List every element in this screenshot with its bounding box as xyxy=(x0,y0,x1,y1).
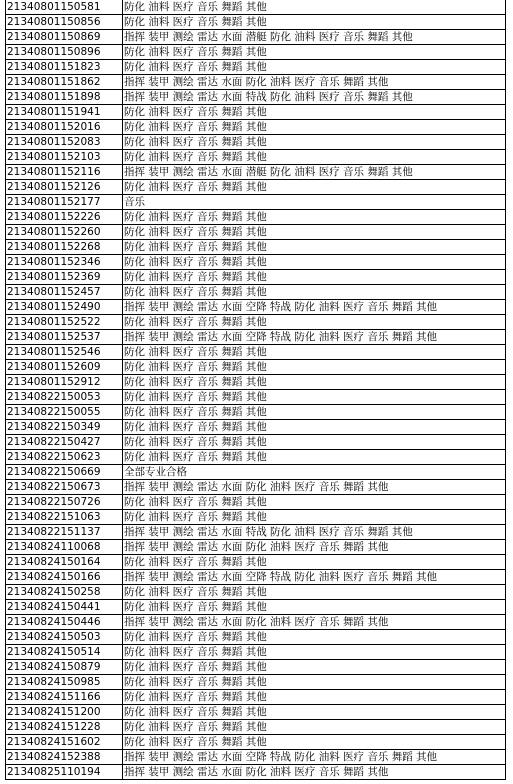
table-row xyxy=(6,225,506,240)
qualified-majors-cell: 防化 油料 医疗 音乐 舞蹈 其他 xyxy=(123,630,506,645)
table-row xyxy=(6,495,506,510)
table-row xyxy=(6,165,506,180)
table-row xyxy=(6,240,506,255)
table-row xyxy=(6,255,506,270)
qualified-majors-cell: 防化 油料 医疗 音乐 舞蹈 其他 xyxy=(123,225,506,240)
candidate-id-cell: 21340822151063 xyxy=(6,510,123,525)
qualified-majors-cell: 防化 油料 医疗 音乐 舞蹈 其他 xyxy=(123,210,506,225)
table-row xyxy=(6,390,506,405)
candidate-id-cell: 21340801150869 xyxy=(6,30,123,45)
table-row xyxy=(6,330,506,345)
candidate-id-cell: 21340801152546 xyxy=(6,345,123,360)
qualified-majors-cell: 防化 油料 医疗 音乐 舞蹈 其他 xyxy=(123,60,506,75)
table-row xyxy=(6,210,506,225)
candidate-id-cell: 21340824151200 xyxy=(6,705,123,720)
table-row xyxy=(6,360,506,375)
candidate-id-cell: 21340824150441 xyxy=(6,600,123,615)
candidate-id-cell: 21340801152537 xyxy=(6,330,123,345)
candidate-id-cell: 21340801151823 xyxy=(6,60,123,75)
candidate-id-cell: 21340822151137 xyxy=(6,525,123,540)
qualified-majors-cell: 防化 油料 医疗 音乐 舞蹈 其他 xyxy=(123,435,506,450)
qualified-majors-cell: 指挥 装甲 测绘 雷达 水面 空降 特战 防化 油料 医疗 音乐 舞蹈 其他 xyxy=(123,750,506,765)
qualified-majors-cell: 防化 油料 医疗 音乐 舞蹈 其他 xyxy=(123,150,506,165)
table-row xyxy=(6,690,506,705)
candidate-id-cell: 21340801152083 xyxy=(6,135,123,150)
table-row xyxy=(6,630,506,645)
qualified-majors-cell: 防化 油料 医疗 音乐 舞蹈 其他 xyxy=(123,390,506,405)
candidate-id-cell: 21340824152388 xyxy=(6,750,123,765)
qualified-majors-cell: 指挥 装甲 测绘 雷达 水面 防化 油料 医疗 音乐 舞蹈 其他 xyxy=(123,540,506,555)
table-row xyxy=(6,15,506,30)
candidate-id-cell: 21340801152457 xyxy=(6,285,123,300)
table-row xyxy=(6,540,506,555)
table-row xyxy=(6,525,506,540)
qualified-majors-cell: 指挥 装甲 测绘 雷达 水面 防化 油料 医疗 音乐 舞蹈 其他 xyxy=(123,75,506,90)
qualified-majors-cell: 防化 油料 医疗 音乐 舞蹈 其他 xyxy=(123,270,506,285)
table-row xyxy=(6,0,506,15)
candidate-id-cell: 21340822150726 xyxy=(6,495,123,510)
qualified-majors-cell: 指挥 装甲 测绘 雷达 水面 防化 油料 医疗 音乐 舞蹈 其他 xyxy=(123,480,506,495)
candidate-id-cell: 21340824150258 xyxy=(6,585,123,600)
qualified-majors-cell: 指挥 装甲 测绘 雷达 水面 空降 特战 防化 油料 医疗 音乐 舞蹈 其他 xyxy=(123,300,506,315)
table-row xyxy=(6,135,506,150)
table-row xyxy=(6,120,506,135)
candidate-id-cell: 21340822150349 xyxy=(6,420,123,435)
candidate-id-cell: 21340801152177 xyxy=(6,195,123,210)
qualified-majors-cell: 防化 油料 医疗 音乐 舞蹈 其他 xyxy=(123,510,506,525)
qualified-majors-cell: 指挥 装甲 测绘 雷达 水面 潜艇 防化 油料 医疗 音乐 舞蹈 其他 xyxy=(123,30,506,45)
qualified-majors-cell: 防化 油料 医疗 音乐 舞蹈 其他 xyxy=(123,705,506,720)
qualified-majors-cell: 防化 油料 医疗 音乐 舞蹈 其他 xyxy=(123,450,506,465)
table-row xyxy=(6,300,506,315)
candidate-id-cell: 21340801152116 xyxy=(6,165,123,180)
table-row xyxy=(6,45,506,60)
table-row xyxy=(6,435,506,450)
candidate-id-cell: 21340801152522 xyxy=(6,315,123,330)
candidate-id-cell: 21340824151228 xyxy=(6,720,123,735)
table-row xyxy=(6,90,506,105)
qualified-majors-cell: 防化 油料 医疗 音乐 舞蹈 其他 xyxy=(123,735,506,750)
table-row xyxy=(6,750,506,765)
qualified-majors-cell: 防化 油料 医疗 音乐 舞蹈 其他 xyxy=(123,720,506,735)
qualified-majors-cell: 防化 油料 医疗 音乐 舞蹈 其他 xyxy=(123,0,506,15)
candidate-id-cell: 21340824150446 xyxy=(6,615,123,630)
candidate-id-cell: 21340801152226 xyxy=(6,210,123,225)
candidate-id-cell: 21340822150669 xyxy=(6,465,123,480)
qualified-majors-cell: 指挥 装甲 测绘 雷达 水面 防化 油料 医疗 音乐 舞蹈 其他 xyxy=(123,765,506,780)
qualified-majors-cell: 防化 油料 医疗 音乐 舞蹈 其他 xyxy=(123,690,506,705)
qualified-majors-cell: 防化 油料 医疗 音乐 舞蹈 其他 xyxy=(123,45,506,60)
qualified-majors-cell: 防化 油料 医疗 音乐 舞蹈 其他 xyxy=(123,495,506,510)
candidate-id-cell: 21340801152016 xyxy=(6,120,123,135)
qualified-majors-cell: 全部专业合格 xyxy=(123,465,506,480)
qualified-majors-cell: 防化 油料 医疗 音乐 舞蹈 其他 xyxy=(123,420,506,435)
candidate-id-cell: 21340801152369 xyxy=(6,270,123,285)
candidate-id-cell: 21340801152126 xyxy=(6,180,123,195)
table-row xyxy=(6,405,506,420)
qualified-majors-cell: 防化 油料 医疗 音乐 舞蹈 其他 xyxy=(123,345,506,360)
table-row xyxy=(6,645,506,660)
candidate-id-cell: 21340801151898 xyxy=(6,90,123,105)
table-row xyxy=(6,510,506,525)
table-row xyxy=(6,705,506,720)
candidate-id-cell: 21340822150623 xyxy=(6,450,123,465)
qualified-majors-cell: 防化 油料 医疗 音乐 舞蹈 其他 xyxy=(123,660,506,675)
qualified-majors-cell: 防化 油料 医疗 音乐 舞蹈 其他 xyxy=(123,180,506,195)
qualified-majors-cell: 防化 油料 医疗 音乐 舞蹈 其他 xyxy=(123,645,506,660)
candidate-id-cell: 21340801152260 xyxy=(6,225,123,240)
table-row xyxy=(6,315,506,330)
qualified-majors-cell: 防化 油料 医疗 音乐 舞蹈 其他 xyxy=(123,255,506,270)
table-row xyxy=(6,480,506,495)
table-row xyxy=(6,180,506,195)
qualified-majors-cell: 防化 油料 医疗 音乐 舞蹈 其他 xyxy=(123,555,506,570)
table-row xyxy=(6,570,506,585)
table-row xyxy=(6,765,506,780)
qualified-majors-cell: 指挥 装甲 测绘 雷达 水面 空降 特战 防化 油料 医疗 音乐 舞蹈 其他 xyxy=(123,570,506,585)
table-row xyxy=(6,375,506,390)
table-row xyxy=(6,675,506,690)
table-row xyxy=(6,585,506,600)
table-row xyxy=(6,720,506,735)
table-row xyxy=(6,195,506,210)
qualified-majors-cell: 防化 油料 医疗 音乐 舞蹈 其他 xyxy=(123,105,506,120)
table-row xyxy=(6,660,506,675)
qualified-majors-cell: 防化 油料 医疗 音乐 舞蹈 其他 xyxy=(123,15,506,30)
qualified-majors-cell: 防化 油料 医疗 音乐 舞蹈 其他 xyxy=(123,585,506,600)
candidate-id-cell: 21340822150673 xyxy=(6,480,123,495)
candidate-id-cell: 21340824150166 xyxy=(6,570,123,585)
candidate-id-cell: 21340801152268 xyxy=(6,240,123,255)
candidate-id-cell: 21340801150896 xyxy=(6,45,123,60)
qualified-majors-cell: 防化 油料 医疗 音乐 舞蹈 其他 xyxy=(123,405,506,420)
candidate-id-cell: 21340801150581 xyxy=(6,0,123,15)
table-row xyxy=(6,285,506,300)
qualified-majors-cell: 防化 油料 医疗 音乐 舞蹈 其他 xyxy=(123,375,506,390)
qualified-majors-cell: 指挥 装甲 测绘 雷达 水面 特战 防化 油料 医疗 音乐 舞蹈 其他 xyxy=(123,525,506,540)
table-row xyxy=(6,600,506,615)
qualified-majors-cell: 防化 油料 医疗 音乐 舞蹈 其他 xyxy=(123,675,506,690)
table-row xyxy=(6,150,506,165)
table-row xyxy=(6,555,506,570)
candidate-id-cell: 21340824150985 xyxy=(6,675,123,690)
table-row xyxy=(6,345,506,360)
qualified-majors-cell: 防化 油料 医疗 音乐 舞蹈 其他 xyxy=(123,240,506,255)
candidate-id-cell: 21340825110194 xyxy=(6,765,123,780)
table-row xyxy=(6,420,506,435)
qualified-majors-cell: 指挥 装甲 测绘 雷达 水面 潜艇 防化 油料 医疗 音乐 舞蹈 其他 xyxy=(123,165,506,180)
qualified-majors-cell: 防化 油料 医疗 音乐 舞蹈 其他 xyxy=(123,600,506,615)
candidate-id-cell: 21340801150856 xyxy=(6,15,123,30)
qualified-majors-cell: 防化 油料 医疗 音乐 舞蹈 其他 xyxy=(123,120,506,135)
candidate-id-cell: 21340801151862 xyxy=(6,75,123,90)
candidate-id-cell: 21340824150503 xyxy=(6,630,123,645)
candidate-id-cell: 21340822150053 xyxy=(6,390,123,405)
candidate-id-cell: 21340801151941 xyxy=(6,105,123,120)
candidate-id-cell: 21340801152912 xyxy=(6,375,123,390)
qualified-majors-cell: 防化 油料 医疗 音乐 舞蹈 其他 xyxy=(123,135,506,150)
candidate-id-cell: 21340824150164 xyxy=(6,555,123,570)
qualified-majors-cell: 防化 油料 医疗 音乐 舞蹈 其他 xyxy=(123,285,506,300)
qualified-majors-cell: 指挥 装甲 测绘 雷达 水面 空降 特战 防化 油料 医疗 音乐 舞蹈 其他 xyxy=(123,330,506,345)
table-row xyxy=(6,450,506,465)
candidate-id-cell: 21340824150879 xyxy=(6,660,123,675)
table-row xyxy=(6,30,506,45)
table-row xyxy=(6,615,506,630)
candidate-id-cell: 21340822150427 xyxy=(6,435,123,450)
candidate-id-cell: 21340801152103 xyxy=(6,150,123,165)
candidate-id-cell: 21340801152609 xyxy=(6,360,123,375)
table-row xyxy=(6,60,506,75)
qualified-majors-cell: 防化 油料 医疗 音乐 舞蹈 其他 xyxy=(123,360,506,375)
candidate-id-cell: 21340801152490 xyxy=(6,300,123,315)
qualified-majors-cell: 指挥 装甲 测绘 雷达 水面 特战 防化 油料 医疗 音乐 舞蹈 其他 xyxy=(123,90,506,105)
table-row xyxy=(6,105,506,120)
table-row xyxy=(6,270,506,285)
qualified-majors-cell: 音乐 xyxy=(123,195,506,210)
table-row xyxy=(6,465,506,480)
qualified-majors-cell: 指挥 装甲 测绘 雷达 水面 防化 油料 医疗 音乐 舞蹈 其他 xyxy=(123,615,506,630)
candidate-id-cell: 21340824151166 xyxy=(6,690,123,705)
candidate-id-cell: 21340801152346 xyxy=(6,255,123,270)
results-table xyxy=(5,0,506,780)
table-row xyxy=(6,75,506,90)
qualified-majors-cell: 防化 油料 医疗 音乐 舞蹈 其他 xyxy=(123,315,506,330)
candidate-id-cell: 21340822150055 xyxy=(6,405,123,420)
table-row xyxy=(6,735,506,750)
candidate-id-cell: 21340824151602 xyxy=(6,735,123,750)
candidate-id-cell: 21340824110068 xyxy=(6,540,123,555)
table-body xyxy=(6,0,506,780)
candidate-id-cell: 21340824150514 xyxy=(6,645,123,660)
